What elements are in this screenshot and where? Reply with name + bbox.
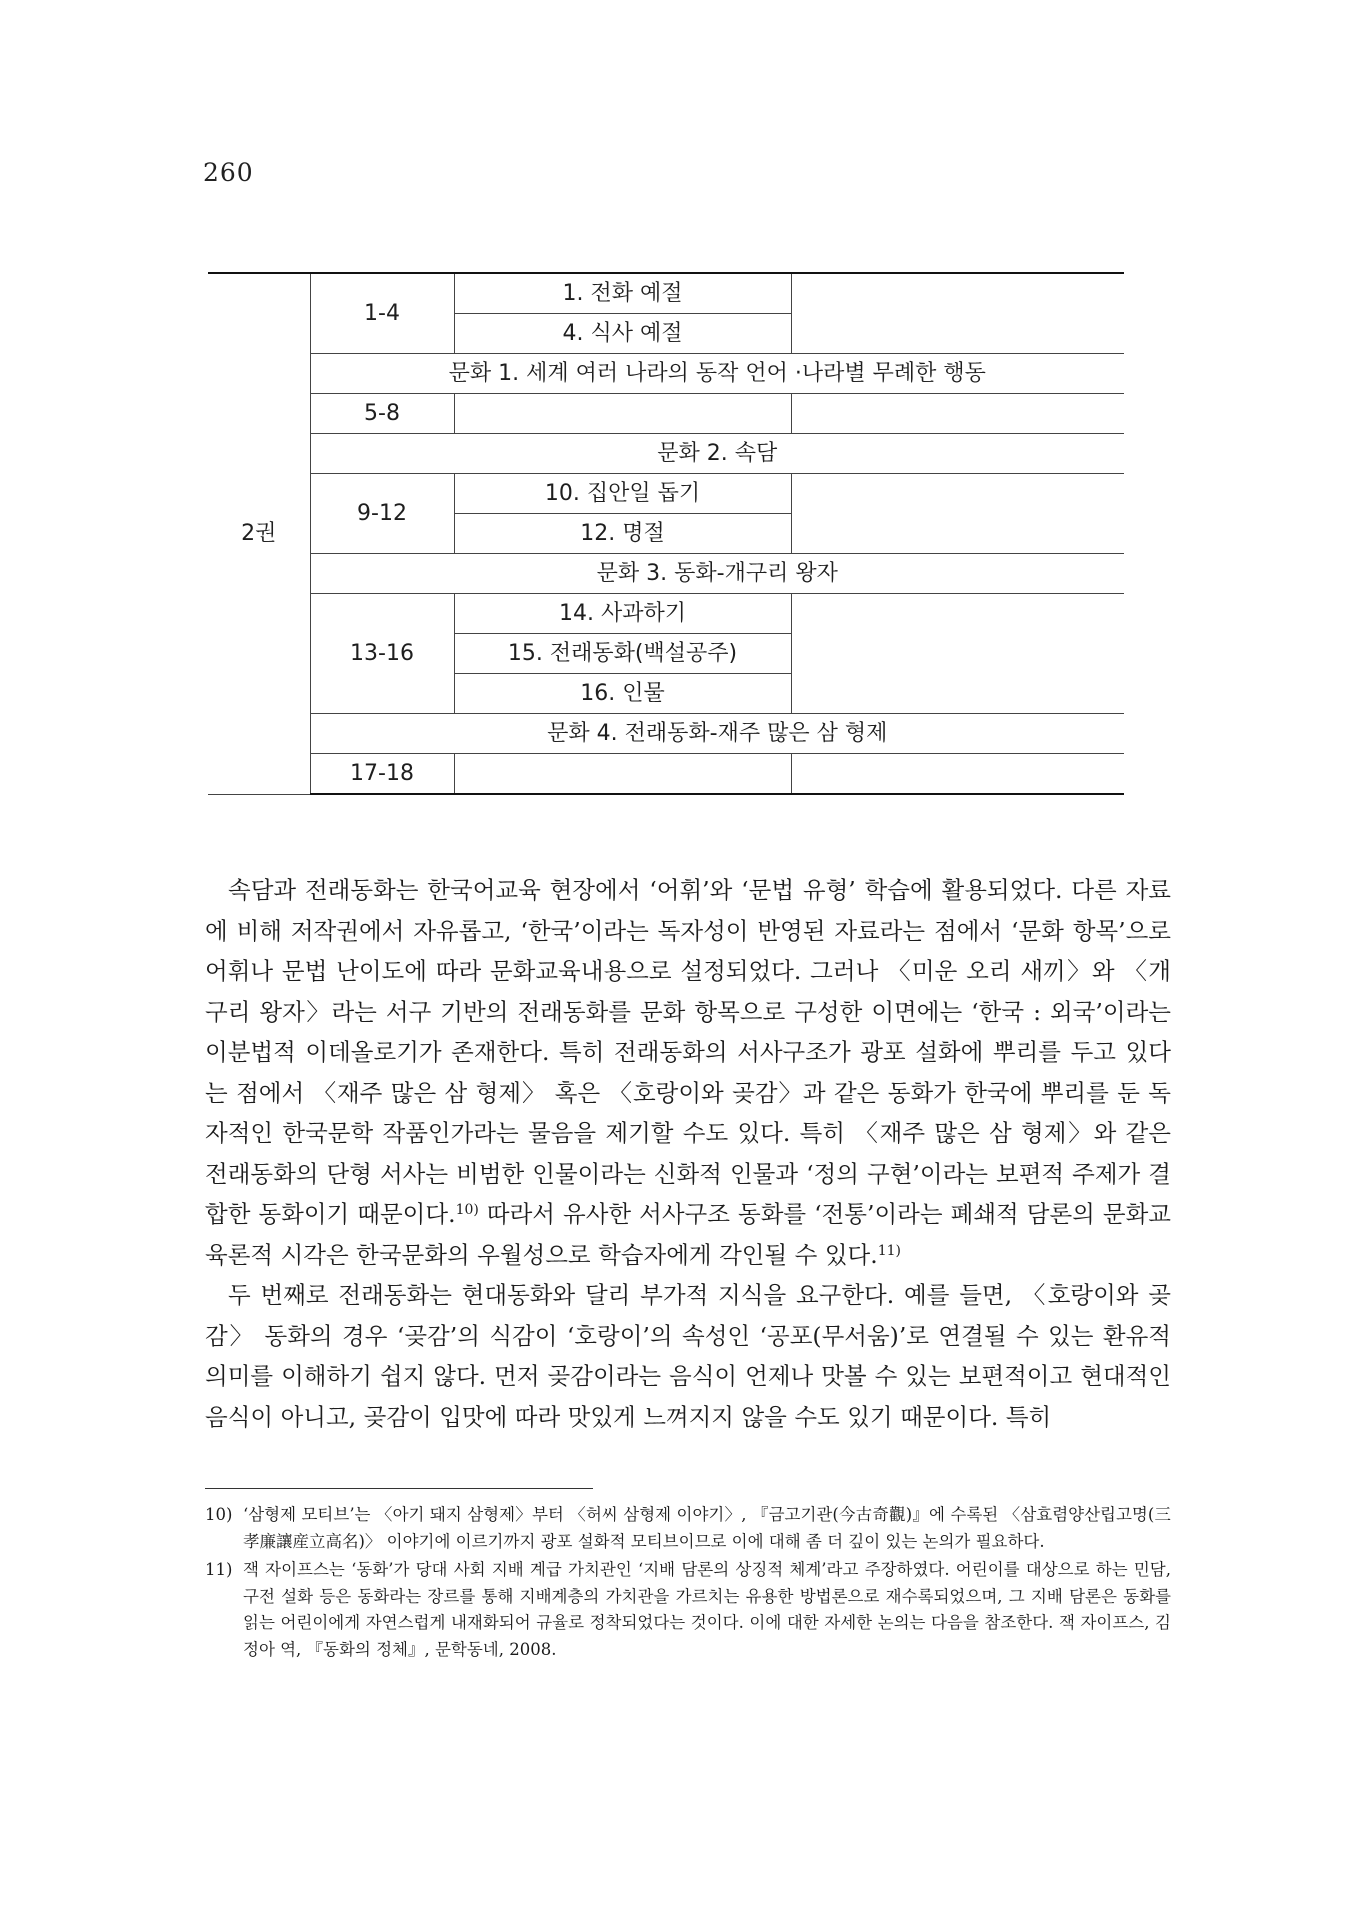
footnote-number: 11) — [205, 1560, 233, 1579]
footnote-ref: 10) — [455, 1202, 479, 1218]
footnotes — [205, 1502, 1171, 1665]
lesson-topic-cell: 4. 식사 예절 — [454, 314, 791, 354]
table-row — [208, 754, 1124, 795]
table-row — [208, 273, 1124, 314]
table-row — [208, 434, 1124, 474]
empty-cell — [791, 273, 1124, 354]
empty-cell — [791, 394, 1124, 434]
lesson-range-cell: 17-18 — [310, 754, 454, 795]
lesson-topic-cell: 1. 전화 예절 — [454, 273, 791, 314]
volume-cell: 2권 — [208, 273, 310, 794]
paragraph-text: 속담과 전래동화는 한국어교육 현장에서 ‘어휘’와 ‘문법 유형’ 학습에 활용되었다. 다른 자료에 비해 저작권에서 자유롭고, ‘한국’이라는 독자성이 반영된 자료라는 점에서 ‘문화 항목’으로 어휘나 문법 난이도에 따라 문화교육내용으로 설정되었다. 그러나 〈미운 오리 새끼〉와 〈개구리 왕자〉라는 서구 기반의 전래동화를 문화 항목으로 구성한 이면에는 ‘한국 : 외국’이라는 이분법적 이데올로기가 존재한다. 특히 전래동화의 서사구조가 광포 설화에 뿌리를 두고 있다는 점에서 〈재주 많은 삼 형제〉 혹은 〈호랑이와 곶감〉과 같은 동화가 한국에 뿌리를 둔 독자적인 한국문학 작품인가라는 물음을 제기할 수도 있다. 특히 〈재주 많은 삼 형제〉와 같은 전래동화의 단형 서사는 비범한 인물이라는 신화적 인물과 ‘정의 구현’이라는 보편적 주제가 결합한 동화이기 때문이다. — [205, 876, 1171, 1228]
culture-row-cell: 문화 4. 전래동화-재주 많은 삼 형제 — [310, 714, 1124, 754]
table-row — [208, 474, 1124, 514]
empty-cell — [791, 474, 1124, 554]
lesson-topic-cell: 15. 전래동화(백설공주) — [454, 634, 791, 674]
lesson-range-cell: 9-12 — [310, 474, 454, 554]
empty-cell — [791, 754, 1124, 795]
lesson-range-cell: 5-8 — [310, 394, 454, 434]
lesson-range-cell: 13-16 — [310, 594, 454, 714]
table-row — [208, 354, 1124, 394]
footnote — [205, 1502, 1171, 1555]
lesson-topic-cell: 16. 인물 — [454, 674, 791, 714]
lesson-range-cell: 1-4 — [310, 273, 454, 354]
footnote-text: ‘삼형제 모티브’는 〈아기 돼지 삼형제〉부터 〈허씨 삼형제 이야기〉, 『금고기관(今古奇觀)』에 수록된 〈삼효렴양산립고명(三孝廉讓産立高名)〉 이야기에 이르기까지 광포 설화적 모티브이므로 이에 대해 좀 더 깊이 있는 논의가 필요하다. — [243, 1505, 1171, 1551]
empty-cell — [454, 394, 791, 434]
footnote — [205, 1557, 1171, 1663]
body-paragraph — [205, 870, 1171, 1275]
culture-row-cell: 문화 3. 동화-개구리 왕자 — [310, 554, 1124, 594]
table-row — [208, 594, 1124, 634]
empty-cell — [454, 754, 791, 795]
footnote-divider — [205, 1488, 593, 1489]
lesson-topic-cell: 10. 집안일 돕기 — [454, 474, 791, 514]
footnote-ref: 11) — [877, 1242, 901, 1259]
empty-cell — [791, 594, 1124, 714]
body-paragraph — [205, 1275, 1171, 1437]
table-row — [208, 714, 1124, 754]
footnote-number: 10) — [205, 1505, 233, 1524]
curriculum-table — [208, 272, 1124, 795]
lesson-topic-cell: 14. 사과하기 — [454, 594, 791, 634]
table-row — [208, 554, 1124, 594]
lesson-topic-cell: 12. 명절 — [454, 514, 791, 554]
culture-row-cell: 문화 2. 속담 — [310, 434, 1124, 474]
body-text — [205, 870, 1171, 1437]
culture-row-cell: 문화 1. 세계 여러 나라의 동작 언어 ·나라별 무례한 행동 — [310, 354, 1124, 394]
table-row — [208, 394, 1124, 434]
paragraph-text: 따라서 유사한 서사구조 동화를 ‘전통’이라는 폐쇄적 담론의 문화교육론적 시각은 한국문화의 우월성으로 학습자에게 각인될 수 있다. — [205, 1200, 1171, 1269]
page-number: 260 — [203, 158, 254, 187]
paragraph-text: 두 번째로 전래동화는 현대동화와 달리 부가적 지식을 요구한다. 예를 들면, 〈호랑이와 곶감〉 동화의 경우 ‘곶감’의 식감이 ‘호랑이’의 속성인 ‘공포(무서움)’로 연결될 수 있는 환유적 의미를 이해하기 쉽지 않다. 먼저 곶감이라는 음식이 언제나 맛볼 수 있는 보편적이고 현대적인 음식이 아니고, 곶감이 입맛에 따라 맛있게 느껴지지 않을 수도 있기 때문이다. 특히 — [205, 1281, 1171, 1431]
footnote-text: 잭 자이프스는 ‘동화’가 당대 사회 지배 계급 가치관인 ‘지배 담론의 상징적 체계’라고 주장하였다. 어린이를 대상으로 하는 민담, 구전 설화 등은 동화라는 장르를 통해 지배계층의 가치관을 가르치는 유용한 방법론으로 재수록되었으며, 그 지배 담론은 동화를 읽는 어린이에게 자연스럽게 내재화되어 규율로 정착되었다는 것이다. 이에 대한 자세한 논의는 다음을 참조한다. 잭 자이프스, 김정아 역, 『동화의 정체』, 문학동네, 2008. — [243, 1560, 1171, 1659]
